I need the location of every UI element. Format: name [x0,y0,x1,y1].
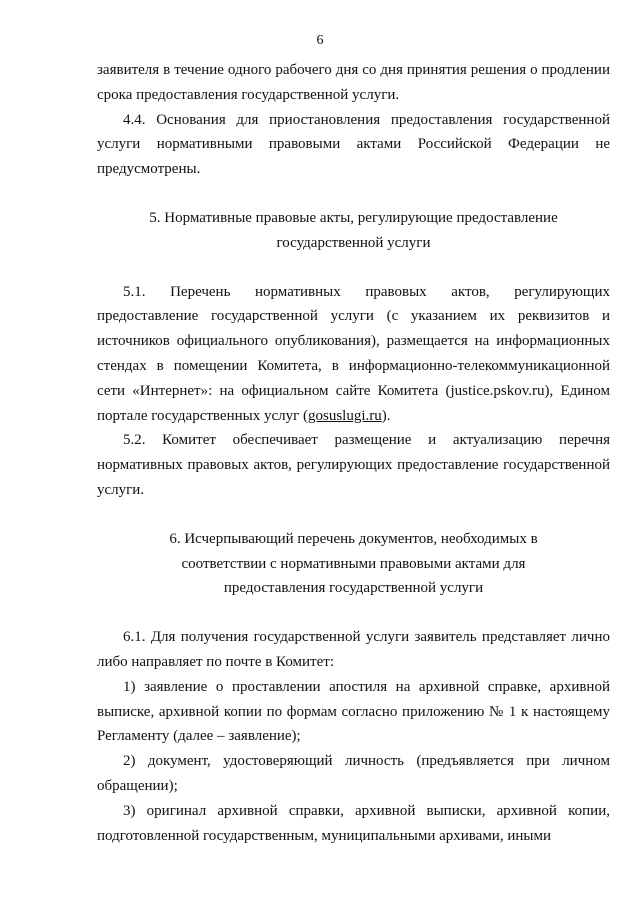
list-item-2: 2) документ, удостоверяющий личность (предъявляется при личном обращении); [97,753,610,794]
paragraph-6-1: 6.1. Для получения государственной услуги заявитель представляет лично либо направляет по почте в Комитет: [97,629,610,670]
page-number: 6 [316,33,324,48]
paragraph-5-1-text: 5.1. Перечень нормативных правовых актов, регулирующих предоставление государственной услуги (с указанием их реквизитов и источников официального опубликования), размещается на информационных стендах в помещении Комитета, в информационно-телекоммуникационной сети «Интернет»: на официальном сайте Комитета (justice.pskov.ru), Едином портале государственных услуг ( [97,283,610,424]
paragraph-5-1 [97,280,610,429]
paragraph-4-4: 4.4. Основания для приостановления предоставления государственной услуги нормативными правовыми актами Российской Федерации не предусмотрены. [97,111,610,178]
document-body [97,58,610,848]
list-item-1: 1) заявление о проставлении апостиля на архивной справке, архивной выписке, архивной копии по формам согласно приложению № 1 к настоящему Регламенту (далее – заявление); [97,678,610,745]
list-item-3: 3) оригинал архивной справки, архивной выписки, архивной копии, подготовленной государственным, муниципальными архивами, иными [97,802,610,844]
section-6-heading: 6. Исчерпывающий перечень документов, необходимых в соответствии с нормативными правовыми актами для предоставления государственной услуги [169,530,538,597]
gosuslugi-link[interactable]: gosuslugi.ru [308,407,382,424]
paragraph-continuation: заявителя в течение одного рабочего дня со дня принятия решения о продлении срока предоставления государственной услуги. [97,62,610,103]
paragraph-5-2: 5.2. Комитет обеспечивает размещение и актуализацию перечня нормативных правовых актов, регулирующих предоставление государственной услуги. [97,432,610,498]
paragraph-5-1-end: ). [381,407,391,424]
section-5-heading: 5. Нормативные правовые акты, регулирующие предоставление государственной услуги [149,209,558,251]
